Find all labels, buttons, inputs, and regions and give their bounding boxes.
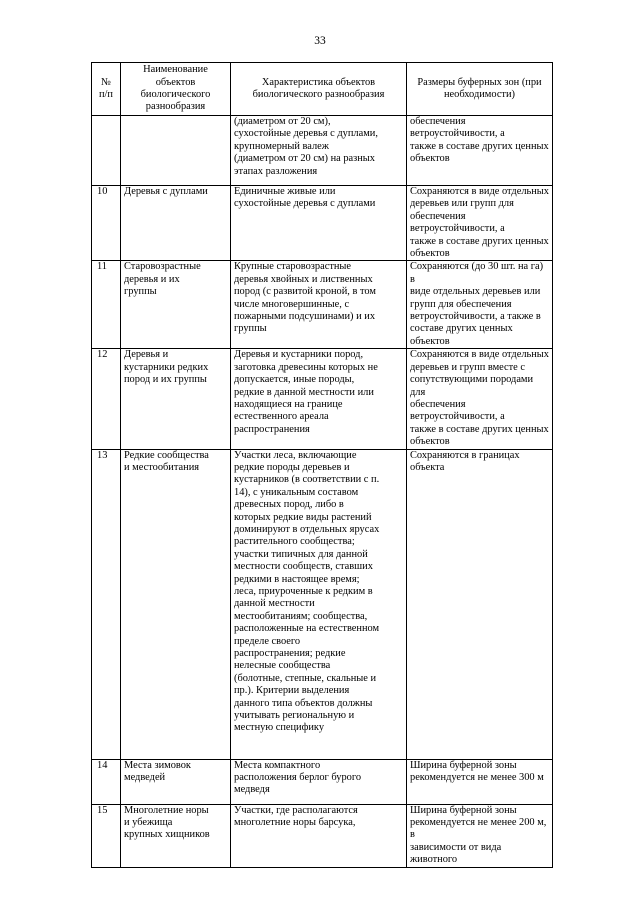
row-object-name: Деревья и кустарники редких пород и их группы (121, 349, 231, 449)
table-row (92, 759, 553, 804)
row-number: 11 (92, 261, 121, 349)
row-object-name (121, 116, 231, 186)
biodiversity-table (91, 62, 553, 868)
table-row (92, 804, 553, 867)
table-row (92, 349, 553, 449)
table-header (92, 63, 553, 116)
row-object-name: Места зимовок медведей (121, 759, 231, 804)
table-row (92, 186, 553, 261)
row-buffer-zone: Ширина буферной зоны рекомендуется не менее 300 м (407, 759, 553, 804)
row-buffer-zone: Ширина буферной зоны рекомендуется не менее 200 м, в зависимости от вида животного (407, 804, 553, 867)
row-object-name: Многолетние норы и убежища крупных хищников (121, 804, 231, 867)
row-characteristic: Единичные живые или сухостойные деревья с дуплами (231, 186, 407, 261)
header-number: № п/п (92, 63, 121, 116)
row-characteristic: (диаметром от 20 см), сухостойные деревья с дуплами, крупномерный валеж (диаметром от 20 см) на разных этапах разложения (231, 116, 407, 186)
row-characteristic: Крупные старовозрастные деревья хвойных и лиственных пород (с развитой кроной, в том числе многовершинные, с пожарными подсушинами) и их группы (231, 261, 407, 349)
row-characteristic: Участки, где располагаются многолетние норы барсука, (231, 804, 407, 867)
row-number: 10 (92, 186, 121, 261)
table-body (92, 116, 553, 868)
header-characteristic: Характеристика объектов биологического разнообразия (231, 63, 407, 116)
row-characteristic: Места компактного расположения берлог бурого медведя (231, 759, 407, 804)
table-row (92, 449, 553, 759)
row-buffer-zone: Сохраняются в границах объекта (407, 449, 553, 759)
row-buffer-zone: Сохраняются в виде отдельных деревьев и групп вместе с сопутствующими породами для обеспечения ветроустойчивости, а также в составе других ценных объектов (407, 349, 553, 449)
row-buffer-zone: обеспечения ветроустойчивости, а также в составе других ценных объектов (407, 116, 553, 186)
row-characteristic: Участки леса, включающие редкие породы деревьев и кустарников (в соответствии с п. 14), с уникальным составом древесных пород, либо в которых редкие виды растений доминируют в отдельных ярусах растительного сообщества; участки типичных для данной местности сообществ, ставших редкими в настоящее время; леса, приуроченные к редким в данной местности местообитаниям; сообщества, расположенные на естественном пределе своего распространения; редкие нелесные сообщества (болотные, степные, скальные и пр.). Критерии выделения данного типа объектов должны учитывать региональную и местную специфику (231, 449, 407, 759)
page-number: 33 (314, 35, 326, 47)
header-row (92, 63, 553, 116)
row-number: 14 (92, 759, 121, 804)
row-object-name: Старовозрастные деревья и их группы (121, 261, 231, 349)
row-buffer-zone: Сохраняются (до 30 шт. на га) в виде отдельных деревьев или групп для обеспечения ветроустойчивости, а также в составе других ценных объектов (407, 261, 553, 349)
row-characteristic: Деревья и кустарники пород, заготовка древесины которых не допускается, иные породы, редкие в данной местности или находящиеся на границе естественного ареала распространения (231, 349, 407, 449)
row-object-name: Редкие сообщества и местообитания (121, 449, 231, 759)
row-number: 15 (92, 804, 121, 867)
header-object-name: Наименование объектов биологического разнообразия (121, 63, 231, 116)
row-buffer-zone: Сохраняются в виде отдельных деревьев или групп для обеспечения ветроустойчивости, а также в составе других ценных объектов (407, 186, 553, 261)
row-number: 13 (92, 449, 121, 759)
header-buffer-zone: Размеры буферных зон (при необходимости) (407, 63, 553, 116)
table-row (92, 116, 553, 186)
row-number (92, 116, 121, 186)
table-row (92, 261, 553, 349)
row-object-name: Деревья с дуплами (121, 186, 231, 261)
row-number: 12 (92, 349, 121, 449)
